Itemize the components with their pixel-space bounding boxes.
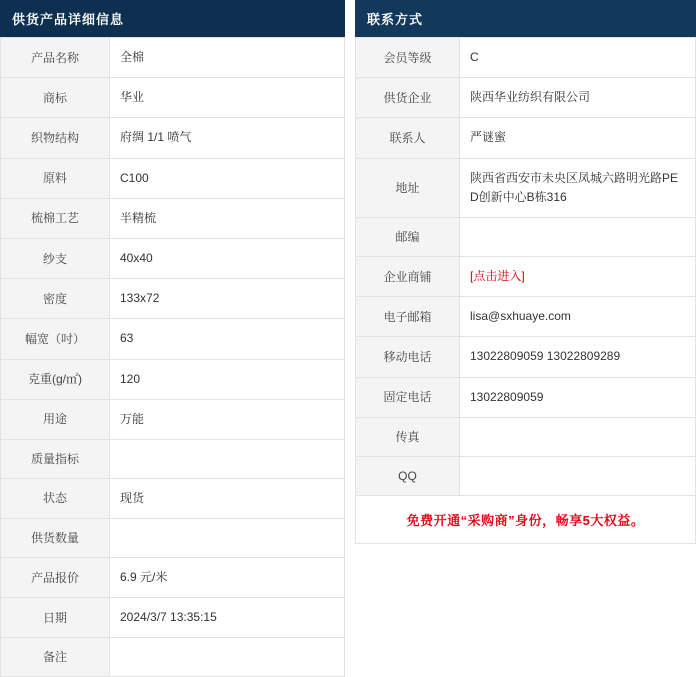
contact-field-value: 严谜蜜 <box>460 118 696 158</box>
contact-field-label: 传真 <box>356 417 460 456</box>
product-field-value <box>110 519 345 558</box>
product-field-value: 现货 <box>110 478 345 518</box>
contact-field-label: 企业商铺 <box>356 256 460 296</box>
product-detail-panel <box>0 0 345 677</box>
product-field-label: 原料 <box>1 158 110 198</box>
contact-rows <box>356 38 696 496</box>
product-field-label: 状态 <box>1 478 110 518</box>
contact-field-value <box>460 217 696 256</box>
product-field-label: 克重(g/㎡) <box>1 359 110 399</box>
product-field-value: 120 <box>110 359 345 399</box>
table-row <box>1 519 345 558</box>
contact-panel <box>355 0 696 677</box>
table-row <box>1 78 345 118</box>
contact-title: 联系方式 <box>355 0 696 37</box>
product-field-label: 备注 <box>1 638 110 677</box>
table-row <box>1 38 345 78</box>
table-row <box>1 238 345 278</box>
enter-shop-link[interactable]: [点击进入] <box>470 268 525 283</box>
product-field-label: 纱支 <box>1 238 110 278</box>
product-field-label: 用途 <box>1 399 110 439</box>
product-field-label: 日期 <box>1 598 110 638</box>
table-row <box>1 478 345 518</box>
product-field-label: 商标 <box>1 78 110 118</box>
product-field-value <box>110 439 345 478</box>
product-field-value: 半精梳 <box>110 198 345 238</box>
product-field-value <box>110 638 345 677</box>
contact-field-label: 会员等级 <box>356 38 460 78</box>
table-row <box>1 439 345 478</box>
table-row <box>1 638 345 677</box>
table-row <box>356 158 696 217</box>
contact-field-label: 地址 <box>356 158 460 217</box>
contact-body <box>355 37 696 544</box>
contact-field-value <box>460 456 696 495</box>
product-detail-title: 供货产品详细信息 <box>0 0 345 37</box>
product-detail-table <box>0 37 345 677</box>
contact-field-label: 固定电话 <box>356 377 460 417</box>
contact-field-value <box>460 417 696 456</box>
contact-field-label: QQ <box>356 456 460 495</box>
product-field-label: 梳棉工艺 <box>1 198 110 238</box>
product-field-label: 供货数量 <box>1 519 110 558</box>
product-field-label: 密度 <box>1 279 110 319</box>
table-row <box>1 399 345 439</box>
product-field-value: 40x40 <box>110 238 345 278</box>
contact-field-label: 邮编 <box>356 217 460 256</box>
product-detail-rows <box>1 38 345 677</box>
product-field-value: 华业 <box>110 78 345 118</box>
product-field-value: 府绸 1/1 喷气 <box>110 118 345 158</box>
contact-table <box>355 37 696 496</box>
contact-field-label: 联系人 <box>356 118 460 158</box>
product-field-value: 6.9 元/米 <box>110 558 345 598</box>
contact-field-value[interactable] <box>460 256 696 296</box>
contact-field-label: 移动电话 <box>356 337 460 377</box>
table-row <box>356 456 696 495</box>
product-field-label: 产品报价 <box>1 558 110 598</box>
product-field-label: 幅宽（吋） <box>1 319 110 359</box>
contact-field-value: 陕西省西安市未央区凤城六路明光路PED创新中心B栋316 <box>460 158 696 217</box>
table-row <box>356 417 696 456</box>
table-row <box>1 279 345 319</box>
contact-field-value: lisa@sxhuaye.com <box>460 297 696 337</box>
product-field-value: 63 <box>110 319 345 359</box>
table-row <box>356 377 696 417</box>
product-field-label: 质量指标 <box>1 439 110 478</box>
contact-field-label: 供货企业 <box>356 78 460 118</box>
product-field-value: 万能 <box>110 399 345 439</box>
contact-field-value: 13022809059 13022809289 <box>460 337 696 377</box>
table-row <box>356 256 696 296</box>
table-row <box>1 158 345 198</box>
table-row <box>1 319 345 359</box>
table-row <box>356 297 696 337</box>
table-row <box>1 598 345 638</box>
table-row <box>1 558 345 598</box>
contact-field-value: 13022809059 <box>460 377 696 417</box>
table-row <box>1 359 345 399</box>
product-field-value: 2024/3/7 13:35:15 <box>110 598 345 638</box>
table-row <box>356 337 696 377</box>
product-field-label: 织物结构 <box>1 118 110 158</box>
table-row <box>356 118 696 158</box>
product-field-value: C100 <box>110 158 345 198</box>
product-field-value: 全棉 <box>110 38 345 78</box>
contact-field-value: C <box>460 38 696 78</box>
contact-field-label: 电子邮箱 <box>356 297 460 337</box>
product-field-label: 产品名称 <box>1 38 110 78</box>
contact-field-value: 陕西华业纺织有限公司 <box>460 78 696 118</box>
table-row <box>356 38 696 78</box>
membership-notice: 免费开通“采购商”身份，畅享5大权益。 <box>355 496 696 544</box>
table-row <box>356 78 696 118</box>
table-row <box>1 118 345 158</box>
table-row <box>356 217 696 256</box>
table-row <box>1 198 345 238</box>
product-field-value: 133x72 <box>110 279 345 319</box>
